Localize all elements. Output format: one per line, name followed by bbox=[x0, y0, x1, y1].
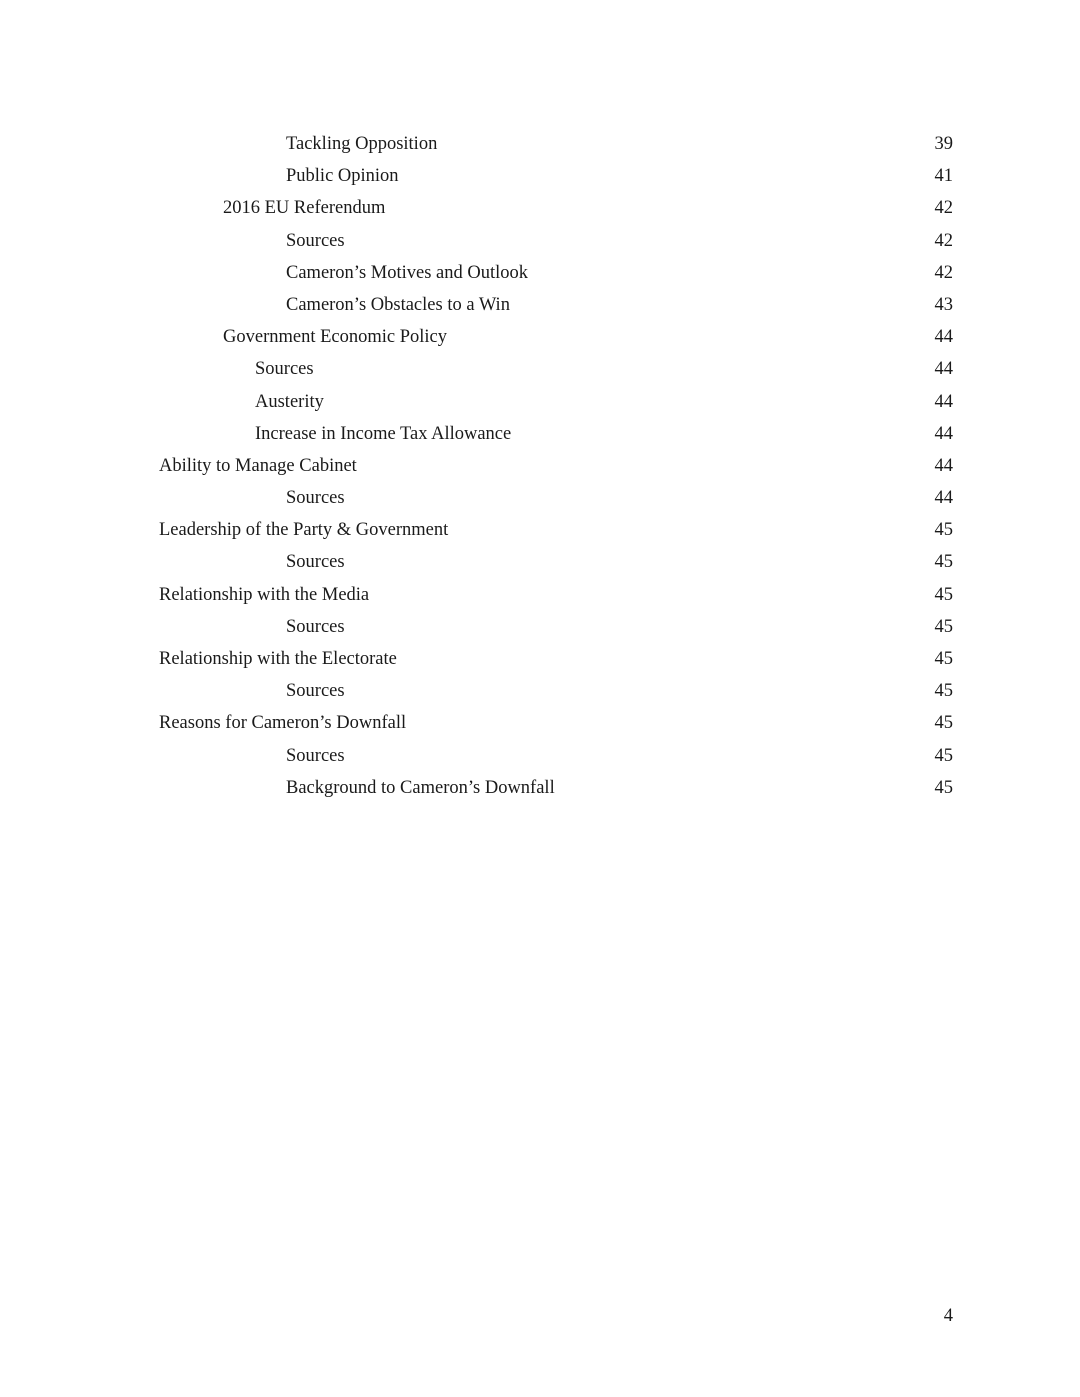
toc-entry-title[interactable]: Public Opinion bbox=[286, 166, 399, 187]
toc-entry-title[interactable]: Sources bbox=[286, 745, 345, 766]
toc-entry-title[interactable]: Relationship with the Media bbox=[159, 584, 370, 605]
toc-entry[interactable] bbox=[0, 579, 1080, 611]
toc-entry-title[interactable]: Cameron’s Motives and Outlook bbox=[286, 262, 529, 283]
toc-entry[interactable] bbox=[0, 128, 1080, 160]
toc-entry-title[interactable]: Increase in Income Tax Allowance bbox=[255, 423, 512, 444]
toc-entry-title[interactable]: Relationship with the Electorate bbox=[159, 649, 397, 669]
toc-entry-title[interactable]: Sources bbox=[286, 230, 345, 251]
toc-entry[interactable] bbox=[0, 514, 1080, 546]
toc-entry-page[interactable]: 43 bbox=[934, 294, 953, 315]
toc-entry[interactable] bbox=[0, 160, 1080, 192]
toc-entry-title[interactable]: Austerity bbox=[255, 391, 324, 412]
toc-entry-page[interactable]: 44 bbox=[934, 423, 953, 444]
toc-entry-page[interactable]: 44 bbox=[934, 455, 953, 476]
toc-entry[interactable] bbox=[0, 321, 1080, 353]
toc-entry-title[interactable]: 2016 EU Referendum bbox=[223, 198, 386, 219]
toc-entry[interactable] bbox=[0, 289, 1080, 321]
toc-entry[interactable] bbox=[0, 450, 1080, 482]
table-of-contents bbox=[0, 128, 1080, 804]
toc-entry[interactable] bbox=[0, 772, 1080, 804]
toc-entry-title[interactable]: Cameron’s Obstacles to a Win bbox=[286, 294, 510, 315]
toc-entry-page[interactable]: 45 bbox=[934, 616, 953, 637]
toc-entry-page[interactable]: 42 bbox=[934, 262, 953, 283]
toc-entry-page[interactable]: 44 bbox=[934, 391, 953, 412]
toc-entry[interactable] bbox=[0, 546, 1080, 578]
toc-entry-title[interactable]: Leadership of the Party & Government bbox=[159, 520, 449, 541]
toc-entry-title[interactable]: Ability to Manage Cabinet bbox=[159, 455, 357, 476]
toc-entry-title[interactable]: Sources bbox=[286, 552, 345, 573]
toc-entry-page[interactable]: 45 bbox=[934, 745, 953, 766]
toc-entry-page[interactable]: 45 bbox=[934, 552, 953, 573]
toc-entry-title[interactable]: Sources bbox=[286, 616, 345, 637]
toc-entry-page[interactable]: 42 bbox=[934, 230, 953, 251]
toc-entry[interactable] bbox=[0, 225, 1080, 257]
toc-entry-page[interactable]: 45 bbox=[934, 713, 953, 734]
toc-entry-title[interactable]: Government Economic Policy bbox=[223, 327, 448, 348]
toc-entry-page[interactable]: 45 bbox=[934, 777, 953, 798]
toc-entry-title[interactable]: Sources bbox=[286, 488, 345, 509]
toc-entry[interactable] bbox=[0, 482, 1080, 514]
page-number: 4 bbox=[943, 1306, 953, 1326]
toc-entry-title[interactable]: Sources bbox=[286, 681, 345, 702]
toc-entry[interactable] bbox=[0, 643, 1080, 675]
toc-entry-title[interactable]: Sources bbox=[255, 359, 314, 380]
toc-entry[interactable] bbox=[0, 740, 1080, 772]
toc-entry[interactable] bbox=[0, 192, 1080, 224]
toc-entry[interactable] bbox=[0, 257, 1080, 289]
toc-entry[interactable] bbox=[0, 353, 1080, 385]
toc-entry-title[interactable]: Tackling Opposition bbox=[286, 134, 438, 154]
toc-entry-page[interactable]: 45 bbox=[934, 520, 953, 541]
toc-entry-page[interactable]: 39 bbox=[934, 134, 953, 154]
toc-entry[interactable] bbox=[0, 611, 1080, 643]
toc-entry-page[interactable]: 45 bbox=[934, 584, 953, 605]
toc-entry-title[interactable]: Background to Cameron’s Downfall bbox=[286, 777, 555, 798]
toc-entry[interactable] bbox=[0, 707, 1080, 739]
toc-entry-page[interactable]: 45 bbox=[934, 681, 953, 702]
toc-entry-page[interactable]: 44 bbox=[934, 488, 953, 509]
toc-entry-page[interactable]: 42 bbox=[934, 198, 953, 219]
toc-entry-title[interactable]: Reasons for Cameron’s Downfall bbox=[159, 713, 407, 734]
toc-entry[interactable] bbox=[0, 418, 1080, 450]
toc-entry-page[interactable]: 45 bbox=[934, 649, 953, 669]
toc-entry-page[interactable]: 44 bbox=[934, 359, 953, 380]
toc-entry[interactable] bbox=[0, 675, 1080, 707]
toc-entry-page[interactable]: 44 bbox=[934, 327, 953, 348]
toc-entry-page[interactable]: 41 bbox=[934, 166, 953, 187]
toc-entry[interactable] bbox=[0, 386, 1080, 418]
